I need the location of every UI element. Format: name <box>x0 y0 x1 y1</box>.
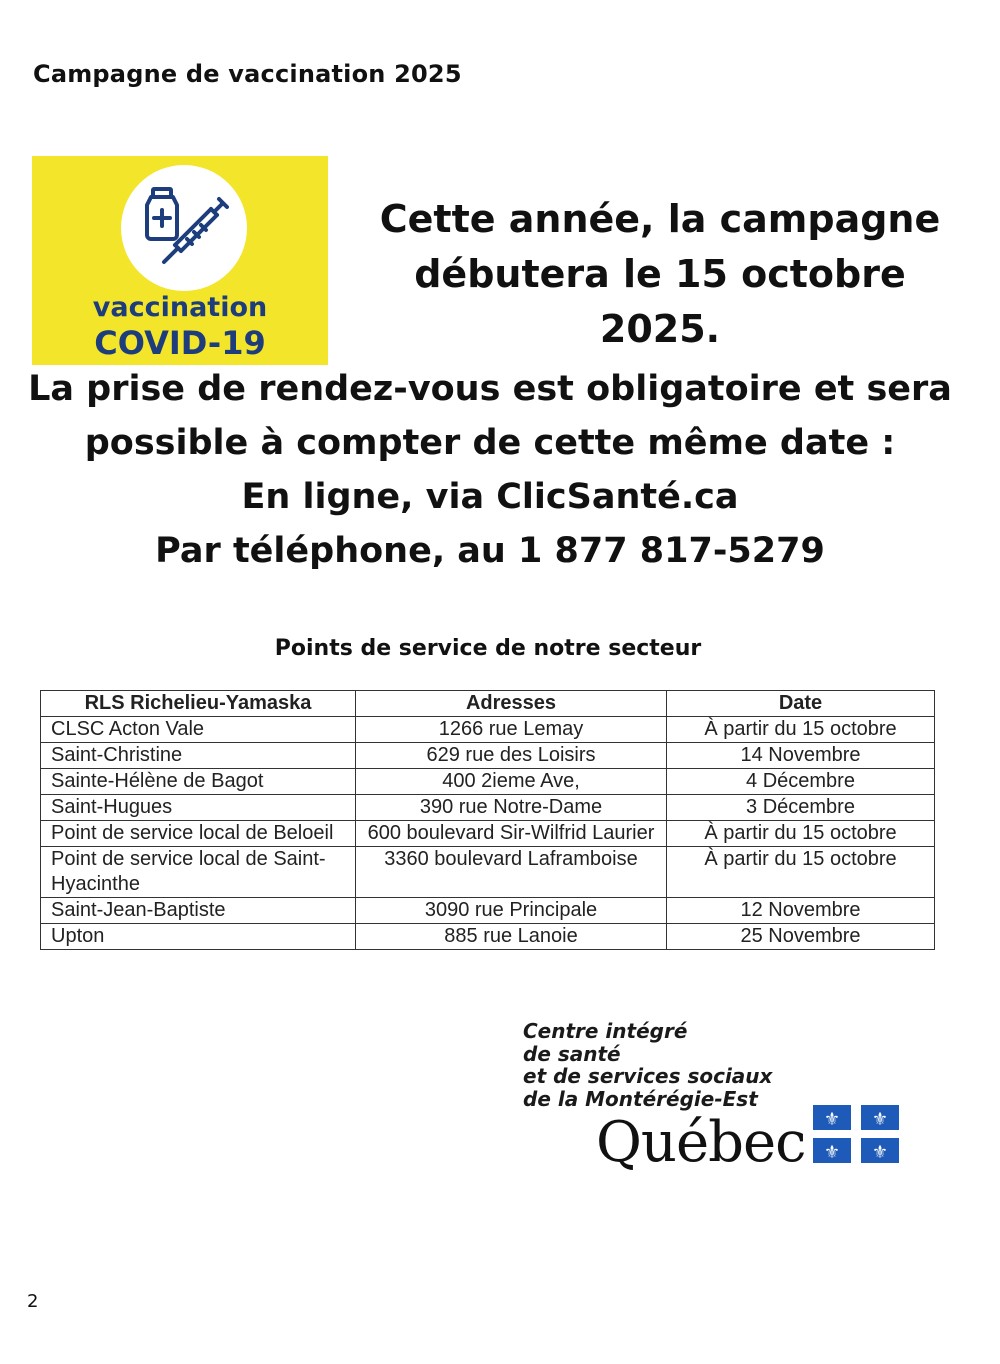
cell-rls: Saint-Hugues <box>41 795 356 821</box>
svg-text:⚜: ⚜ <box>823 1109 841 1130</box>
table-row <box>41 795 935 821</box>
cell-date: À partir du 15 octobre <box>667 847 935 898</box>
info-line-2: possible à compter de cette même date : <box>84 423 896 463</box>
table-row <box>41 924 935 950</box>
headline-line-1: Cette année, la campagne <box>379 197 941 241</box>
logo-text-vaccination: vaccination <box>92 292 268 323</box>
cell-address: 390 rue Notre-Dame <box>356 795 667 821</box>
quebec-wordmark: Québec <box>596 1110 806 1175</box>
cell-date: 14 Novembre <box>667 743 935 769</box>
vaccination-covid-logo <box>32 156 328 365</box>
cell-address: 3360 boulevard Laframboise <box>356 847 667 898</box>
cell-rls: Sainte-Hélène de Bagot <box>41 769 356 795</box>
info-line-1: La prise de rendez-vous est obligatoire et sera <box>28 369 952 409</box>
cisss-line-3: et de services sociaux <box>523 1064 773 1088</box>
cisss-signature <box>523 1020 772 1110</box>
cell-address: 600 boulevard Sir-Wilfrid Laurier <box>356 821 667 847</box>
cell-address: 3090 rue Principale <box>356 898 667 924</box>
cell-date: 25 Novembre <box>667 924 935 950</box>
headline-line-2: débutera le 15 octobre 2025. <box>414 252 906 351</box>
cisss-line-4: de la Montérégie-Est <box>523 1086 758 1111</box>
table-row <box>41 769 935 795</box>
cisss-line-1: Centre intégré <box>523 1019 688 1043</box>
cell-date: 12 Novembre <box>667 898 935 924</box>
cell-date: 4 Décembre <box>667 769 935 795</box>
cell-rls: Point de service local de Saint-Hyacinthe <box>41 847 356 898</box>
table-row <box>41 743 935 769</box>
header-date: Date <box>667 691 935 717</box>
info-line-online: En ligne, via ClicSanté.ca <box>241 477 739 517</box>
cell-address: 400 2ieme Ave, <box>356 769 667 795</box>
svg-text:⚜: ⚜ <box>871 1109 889 1130</box>
info-line-phone: Par téléphone, au 1 877 817-5279 <box>155 531 825 571</box>
cell-rls: Saint-Christine <box>41 743 356 769</box>
page-number: 2 <box>27 1291 39 1312</box>
logo-circle <box>121 165 247 291</box>
table-row <box>41 847 935 898</box>
section-title: Points de service de notre secteur <box>274 636 702 661</box>
header-address: Adresses <box>356 691 667 717</box>
svg-text:⚜: ⚜ <box>823 1142 841 1163</box>
svg-text:⚜: ⚜ <box>871 1142 889 1163</box>
header-rls: RLS Richelieu-Yamaska <box>41 691 356 717</box>
logo-text-covid: COVID-19 <box>94 324 266 362</box>
service-points-table <box>40 690 935 950</box>
headline <box>355 192 965 357</box>
cell-address: 885 rue Lanoie <box>356 924 667 950</box>
cell-address: 629 rue des Loisirs <box>356 743 667 769</box>
cell-address: 1266 rue Lemay <box>356 717 667 743</box>
cell-rls: Point de service local de Beloeil <box>41 821 356 847</box>
table-row <box>41 898 935 924</box>
cell-date: À partir du 15 octobre <box>667 821 935 847</box>
page-title: Campagne de vaccination 2025 <box>33 60 462 88</box>
cell-date: 3 Décembre <box>667 795 935 821</box>
table-row <box>41 717 935 743</box>
quebec-fleurdelise-flag-icon <box>813 1105 899 1163</box>
cell-rls: CLSC Acton Vale <box>41 717 356 743</box>
appointment-info <box>20 362 960 578</box>
cisss-line-2: de santé <box>523 1041 621 1066</box>
table-row <box>41 821 935 847</box>
table-header-row <box>41 691 935 717</box>
cell-rls: Upton <box>41 924 356 950</box>
cell-rls: Saint-Jean-Baptiste <box>41 898 356 924</box>
cell-date: À partir du 15 octobre <box>667 717 935 743</box>
vaccine-syringe-icon <box>139 183 229 273</box>
